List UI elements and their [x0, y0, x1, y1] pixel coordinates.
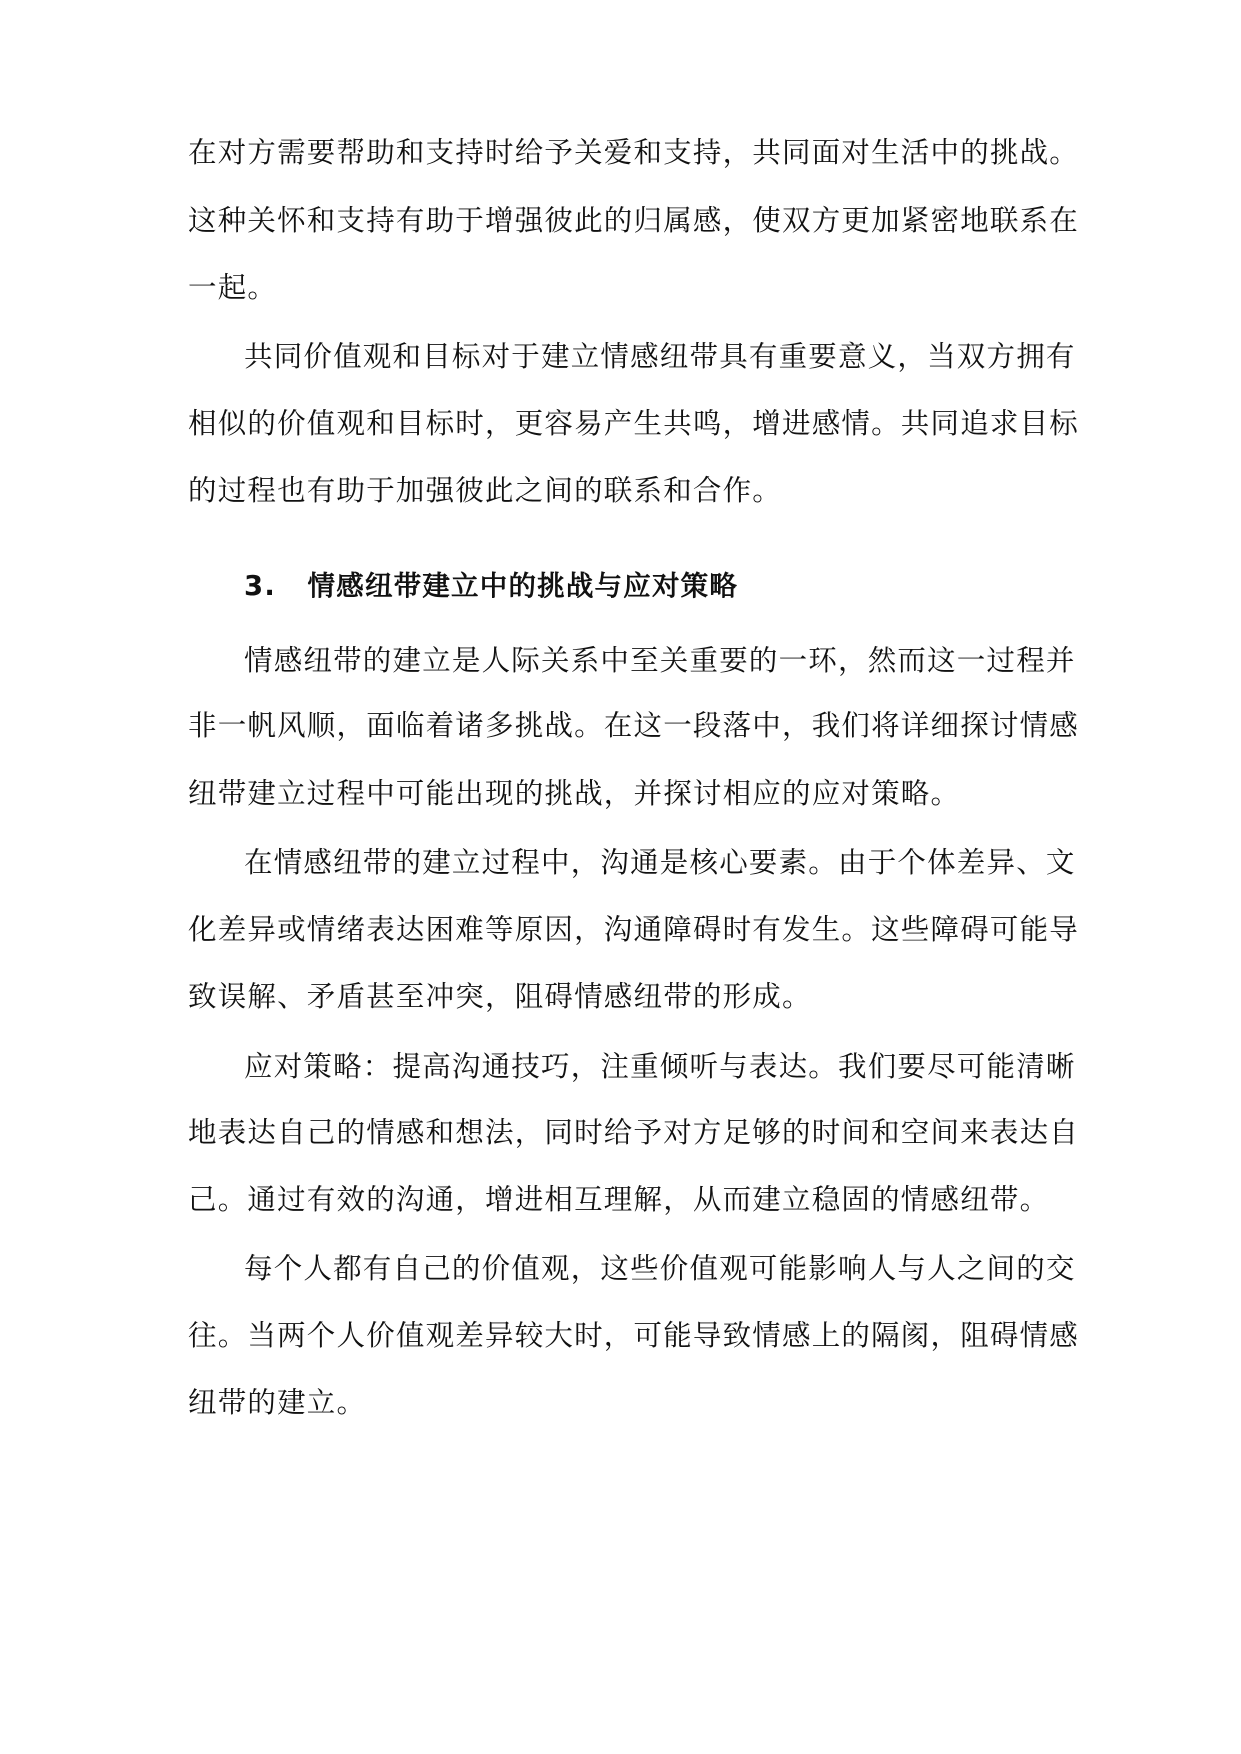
section-paragraph-3-line-2: 地表达自己的情感和想法，同时给予对方足够的时间和空间来表达自: [188, 1116, 1080, 1149]
section-paragraph-2-line-1: 在情感纽带的建立过程中，沟通是核心要素。由于个体差异、文: [244, 846, 1076, 879]
paragraph-1-line-1: 在对方需要帮助和支持时给予关爱和支持，共同面对生活中的挑战。: [188, 136, 1080, 169]
paragraph-1-line-3: 一起。: [188, 271, 278, 304]
paragraph-1-line-2: 这种关怀和支持有助于增强彼此的归属感，使双方更加紧密地联系在: [188, 204, 1080, 237]
section-paragraph-3-line-1: 应对策略：提高沟通技巧，注重倾听与表达。我们要尽可能清晰: [244, 1050, 1076, 1083]
paragraph-2-line-2: 相似的价值观和目标时，更容易产生共鸣，增进感情。共同追求目标: [188, 407, 1080, 440]
section-number: 3.: [244, 570, 276, 602]
section-title: 情感纽带建立中的挑战与应对策略: [307, 570, 739, 602]
section-paragraph-2-line-3: 致误解、矛盾甚至冲突，阻碍情感纽带的形成。: [188, 980, 812, 1013]
section-paragraph-4-line-1: 每个人都有自己的价值观，这些价值观可能影响人与人之间的交: [244, 1252, 1076, 1285]
section-heading: [244, 566, 738, 606]
section-paragraph-4-line-2: 往。当两个人价值观差异较大时，可能导致情感上的隔阂，阻碍情感: [188, 1319, 1080, 1352]
section-paragraph-1-line-1: 情感纽带的建立是人际关系中至关重要的一环，然而这一过程并: [244, 644, 1076, 677]
section-paragraph-2-line-2: 化差异或情绪表达困难等原因，沟通障碍时有发生。这些障碍可能导: [188, 913, 1080, 946]
section-paragraph-3-line-3: 己。通过有效的沟通，增进相互理解，从而建立稳固的情感纽带。: [188, 1183, 1050, 1216]
paragraph-2-line-1: 共同价值观和目标对于建立情感纽带具有重要意义，当双方拥有: [244, 340, 1076, 373]
paragraph-2-line-3: 的过程也有助于加强彼此之间的联系和合作。: [188, 474, 783, 507]
section-paragraph-1-line-2: 非一帆风顺，面临着诸多挑战。在这一段落中，我们将详细探讨情感: [188, 709, 1080, 742]
section-paragraph-1-line-3: 纽带建立过程中可能出现的挑战，并探讨相应的应对策略。: [188, 777, 961, 810]
section-paragraph-4-line-3: 纽带的建立。: [188, 1386, 367, 1419]
